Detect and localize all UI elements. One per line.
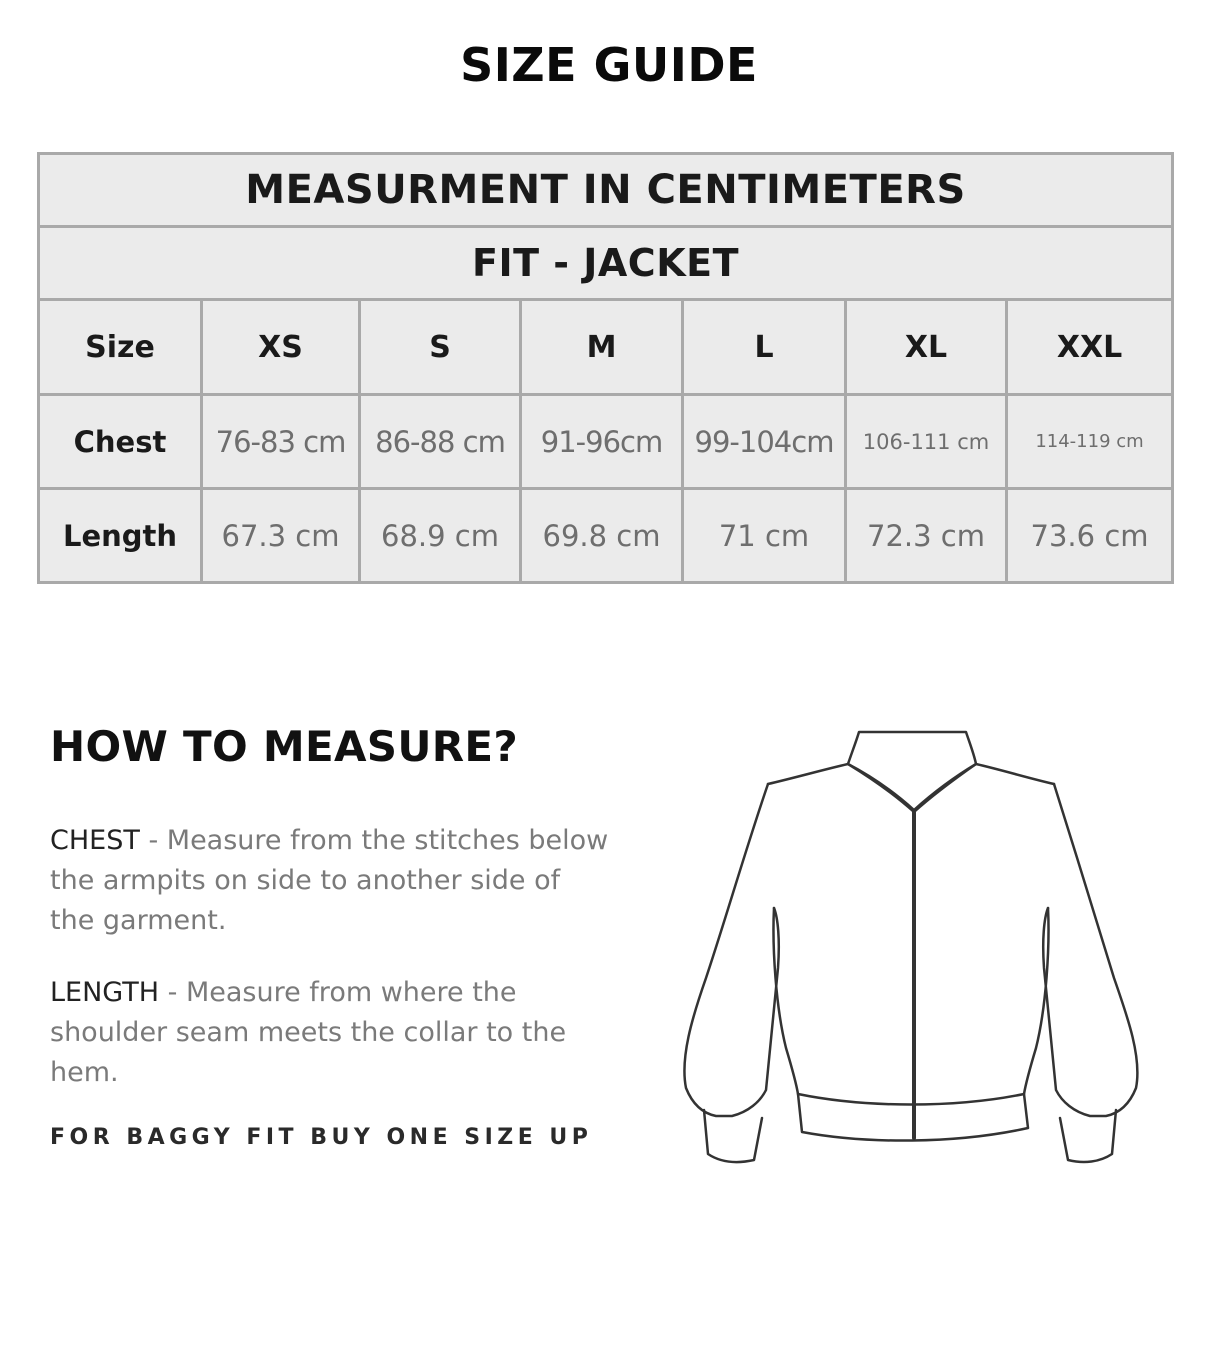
fit-type-banner: FIT - JACKET <box>39 227 1173 300</box>
size-chart-table <box>37 152 1174 584</box>
jacket-left-side <box>774 908 799 1094</box>
row-label-chest: Chest <box>39 395 202 489</box>
jacket-illustration-icon <box>676 718 1146 1178</box>
size-header-m: M <box>521 300 683 395</box>
length-value-xxl: 73.6 cm <box>1007 489 1173 583</box>
length-description: - Measure from where the shoulder seam meets the collar to the hem. <box>50 977 567 1088</box>
chest-description: - Measure from the stitches below the armpits on side to another side of the garment. <box>50 825 609 936</box>
chest-value-xxl: 114-119 cm <box>1007 395 1173 489</box>
table-header-row <box>39 300 1173 395</box>
size-header-s: S <box>360 300 521 395</box>
jacket-right-sleeve <box>1043 784 1137 1116</box>
length-value-l: 71 cm <box>683 489 846 583</box>
jacket-left-sleeve <box>684 784 778 1116</box>
length-value-xs: 67.3 cm <box>202 489 360 583</box>
jacket-right-side <box>1024 908 1049 1094</box>
table-banner-row <box>39 154 1173 227</box>
size-header-xl: XL <box>846 300 1007 395</box>
jacket-left-cuff <box>704 1110 762 1162</box>
table-row-chest <box>39 395 1173 489</box>
page-title: SIZE GUIDE <box>460 38 758 92</box>
length-term: LENGTH <box>50 977 160 1008</box>
size-header-l: L <box>683 300 846 395</box>
row-label-length: Length <box>39 489 202 583</box>
length-value-xl: 72.3 cm <box>846 489 1007 583</box>
jacket-right-shoulder <box>976 764 1054 784</box>
jacket-collar <box>848 732 976 810</box>
size-header-xxl: XXL <box>1007 300 1173 395</box>
size-column-header: Size <box>39 300 202 395</box>
length-value-m: 69.8 cm <box>521 489 683 583</box>
chest-value-l: 99-104cm <box>683 395 846 489</box>
jacket-right-cuff <box>1060 1110 1116 1162</box>
how-to-measure-title: HOW TO MEASURE? <box>50 722 519 771</box>
chest-value-s: 86-88 cm <box>360 395 521 489</box>
chest-value-xs: 76-83 cm <box>202 395 360 489</box>
length-instruction <box>50 973 610 1093</box>
size-header-xs: XS <box>202 300 360 395</box>
jacket-left-shoulder <box>768 764 848 784</box>
length-value-s: 68.9 cm <box>360 489 521 583</box>
measurement-unit-banner: MEASURMENT IN CENTIMETERS <box>39 154 1173 227</box>
jacket-collar-inner <box>848 764 976 812</box>
chest-term: CHEST <box>50 825 140 856</box>
chest-value-m: 91-96cm <box>521 395 683 489</box>
how-to-measure-section <box>50 722 640 1150</box>
chest-value-xl: 106-111 cm <box>846 395 1007 489</box>
table-fit-row <box>39 227 1173 300</box>
chest-instruction <box>50 821 610 941</box>
table-row-length <box>39 489 1173 583</box>
baggy-fit-note: FOR BAGGY FIT BUY ONE SIZE UP <box>50 1125 593 1150</box>
